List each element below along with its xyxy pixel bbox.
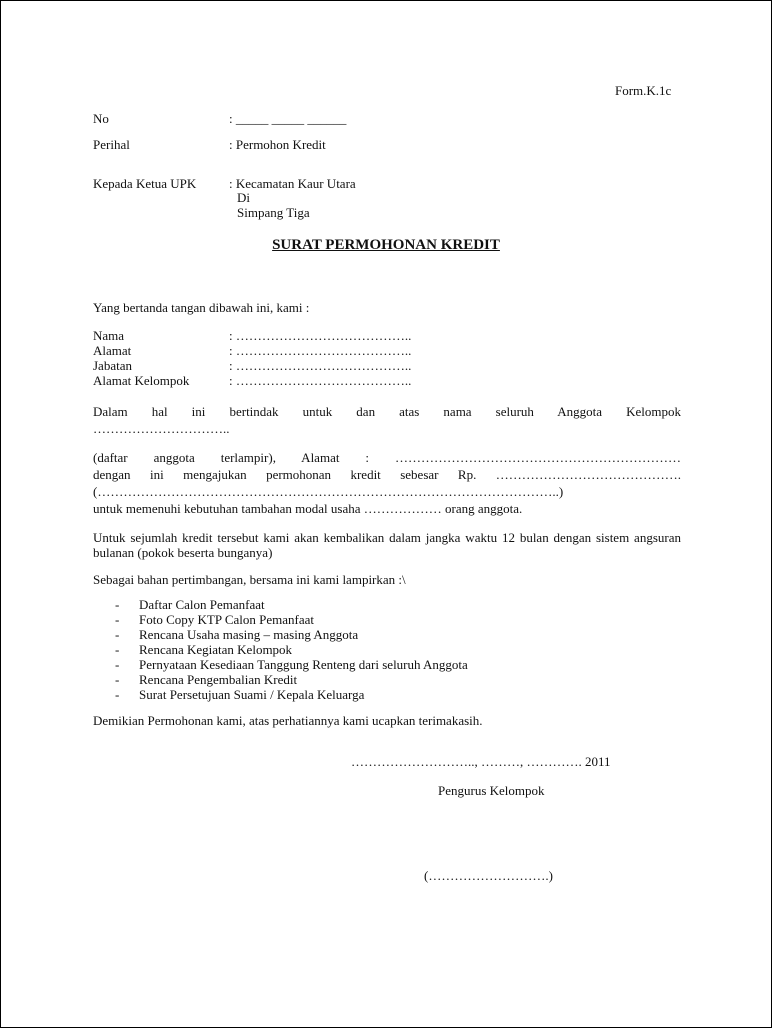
field-value-alamat-kelompok: : ………………………………….. bbox=[229, 373, 412, 388]
form-code: Form.K.1c bbox=[615, 83, 672, 98]
signer-title: Pengurus Kelompok bbox=[438, 783, 545, 798]
field-label-jabatan: Jabatan bbox=[93, 358, 132, 373]
attachment-list bbox=[93, 597, 468, 702]
body-line-3: (daftar anggota terlampir), Alamat : ………………………………………………………… bbox=[93, 450, 681, 465]
body-line-2: ………………………….. bbox=[93, 421, 230, 436]
field-label-alamat: Alamat bbox=[93, 343, 132, 358]
list-item: - Rencana Usaha masing – masing Anggota bbox=[115, 627, 359, 642]
perihal-value: : Permohon Kredit bbox=[229, 137, 326, 152]
intro-text: Yang bertanda tangan dibawah ini, kami : bbox=[93, 300, 310, 315]
kepada-label: Kepada Ketua UPK bbox=[93, 176, 197, 191]
kepada-line-2: Di bbox=[237, 190, 250, 205]
date-line: ……………………….., ………, …………. 2011 bbox=[351, 754, 611, 769]
body-line-5: (……………………………………………………………………………………………..) bbox=[93, 484, 564, 499]
kepada-line-3: Simpang Tiga bbox=[237, 205, 310, 220]
body-line-6: untuk memenuhi kebutuhan tambahan modal usaha ……………… orang anggota. bbox=[93, 501, 523, 516]
field-value-alamat: : ………………………………….. bbox=[229, 343, 412, 358]
list-item: - Daftar Calon Pemanfaat bbox=[115, 597, 265, 612]
list-item: - Foto Copy KTP Calon Pemanfaat bbox=[115, 612, 315, 627]
list-item: - Surat Persetujuan Suami / Kepala Keluarga bbox=[115, 687, 365, 702]
list-item: - Rencana Kegiatan Kelompok bbox=[115, 642, 293, 657]
signature-line: (……………………….) bbox=[424, 868, 553, 883]
list-item: - Pernyataan Kesediaan Tanggung Renteng dari seluruh Anggota bbox=[115, 657, 468, 672]
no-label: No bbox=[93, 111, 109, 126]
no-value: : _____ _____ ______ bbox=[229, 111, 347, 126]
page-title: SURAT PERMOHONAN KREDIT bbox=[272, 237, 500, 253]
field-label-nama: Nama bbox=[93, 328, 125, 343]
attachment-intro: Sebagai bahan pertimbangan, bersama ini kami lampirkan :\ bbox=[93, 572, 406, 587]
kepada-line-1: : Kecamatan Kaur Utara bbox=[229, 176, 356, 191]
field-label-alamat-kelompok: Alamat Kelompok bbox=[93, 373, 190, 388]
field-value-jabatan: : ………………………………….. bbox=[229, 358, 412, 373]
list-item: - Rencana Pengembalian Kredit bbox=[115, 672, 298, 687]
body-line-1: Dalam hal ini bertindak untuk dan atas nama seluruh Anggota Kelompok bbox=[93, 404, 681, 419]
closing-text: Demikian Permohonan kami, atas perhatiannya kami ucapkan terimakasih. bbox=[93, 713, 483, 728]
body-line-4: dengan ini mengajukan permohonan kredit sebesar Rp. ……………………………………. bbox=[93, 467, 681, 482]
field-value-nama: : ………………………………….. bbox=[229, 328, 412, 343]
perihal-label: Perihal bbox=[93, 137, 130, 152]
repayment-paragraph: Untuk sejumlah kredit tersebut kami akan kembalikan dalam jangka waktu 12 bulan dengan sistem angsuran bulanan (pokok beserta bunganya) bbox=[93, 530, 681, 560]
